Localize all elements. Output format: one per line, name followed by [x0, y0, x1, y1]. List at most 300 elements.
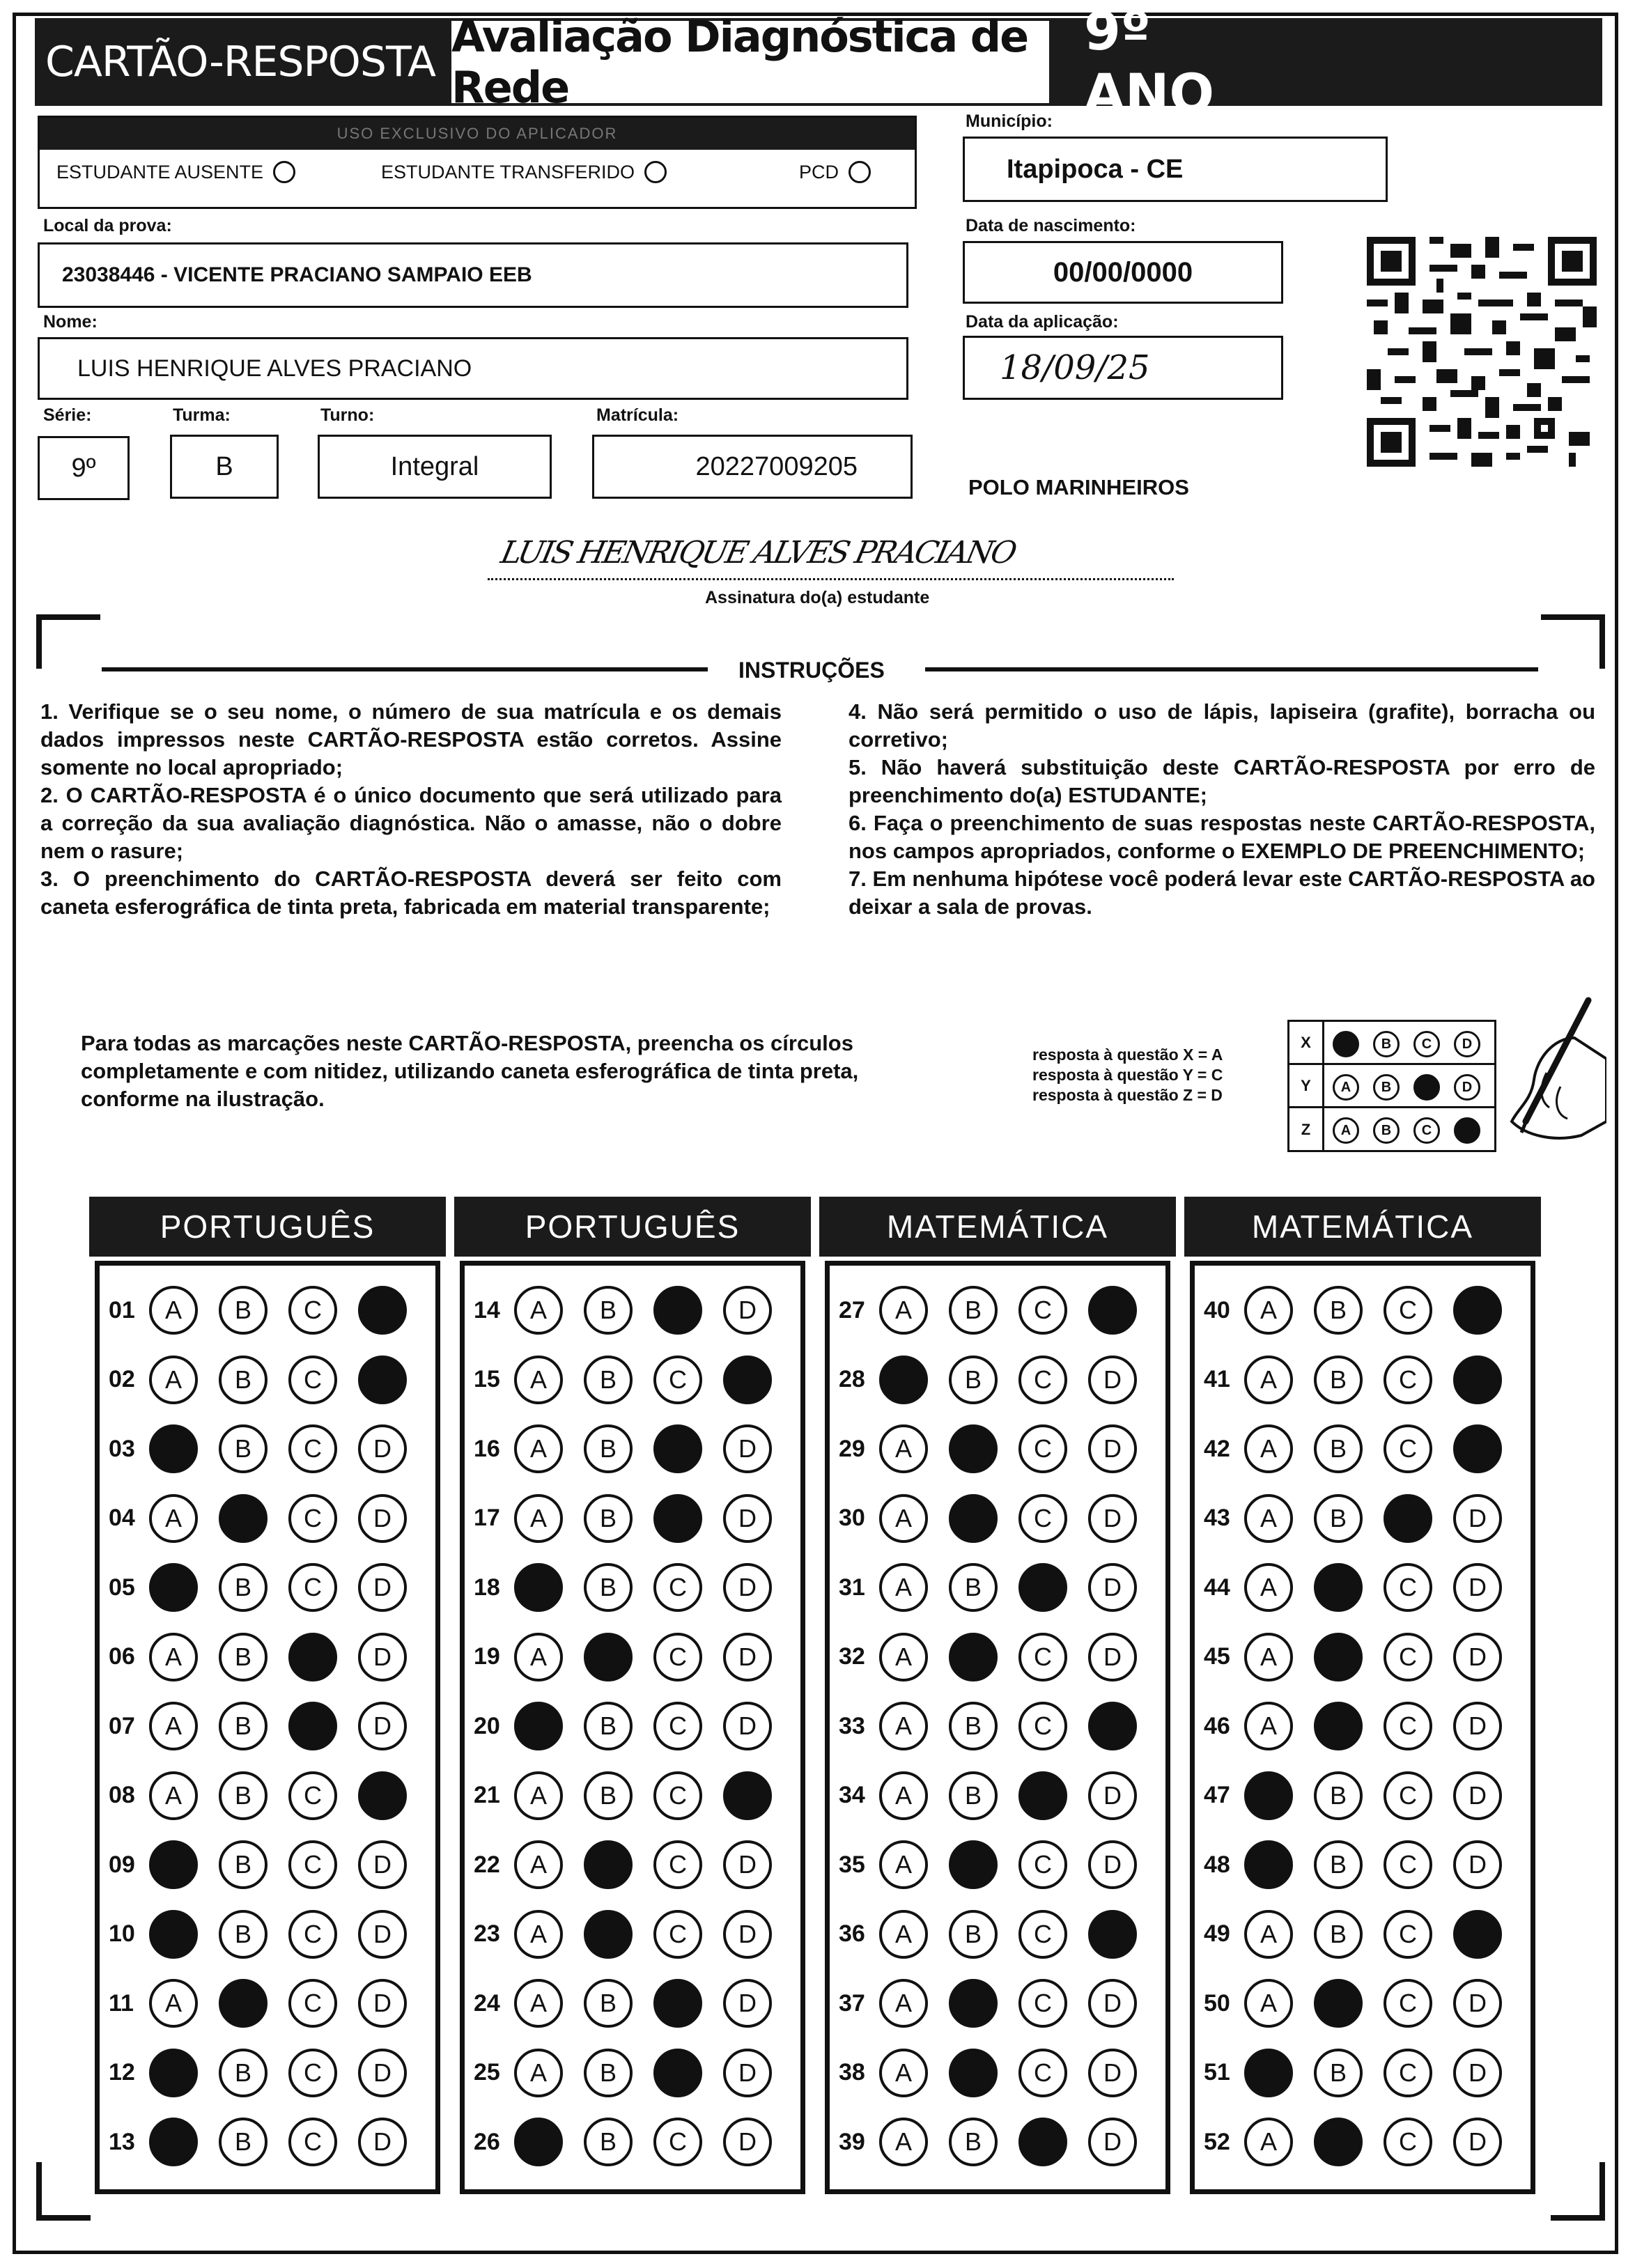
question-row [1204, 1972, 1523, 2035]
question-row [1204, 1695, 1523, 1757]
answer-bubble-b[interactable] [584, 1910, 633, 1959]
answer-bubble-d[interactable]: D [358, 1494, 407, 1543]
question-number: 06 [109, 1643, 135, 1670]
answer-bubble-a[interactable] [149, 1424, 198, 1473]
question-row [1204, 1903, 1523, 1966]
question-row [474, 1695, 793, 1757]
polo-label: POLO MARINHEIROS [968, 475, 1189, 499]
example-row [1289, 1022, 1494, 1065]
answer-bubble-b[interactable] [1314, 2118, 1363, 2166]
answer-bubble-d[interactable]: D [723, 1286, 772, 1335]
answer-bubble-d[interactable] [1453, 1910, 1502, 1959]
question-number: 01 [109, 1296, 135, 1323]
question-number: 25 [474, 2059, 500, 2086]
answer-bubble-a[interactable]: A [879, 1633, 928, 1681]
answer-bubble-d[interactable] [1088, 1702, 1137, 1750]
answer-bubble-b[interactable] [1314, 1633, 1363, 1681]
answer-bubble-a[interactable]: A [879, 1424, 928, 1473]
answer-bubble-b[interactable] [949, 1979, 998, 2028]
answer-bubble-b[interactable]: B [219, 1424, 268, 1473]
answer-bubble-a[interactable]: A [879, 1494, 928, 1543]
answer-bubble-c[interactable]: C [653, 2118, 702, 2166]
answer-bubble-b[interactable]: B [949, 1286, 998, 1335]
answer-bubble-c[interactable]: C [1018, 1840, 1067, 1889]
answer-bubble-b[interactable]: B [949, 1910, 998, 1959]
question-row [1204, 1279, 1523, 1342]
answer-bubble-c[interactable] [653, 1494, 702, 1543]
answer-bubble-c[interactable]: C [653, 1563, 702, 1612]
question-number: 44 [1204, 1574, 1230, 1601]
question-row [109, 1695, 428, 1757]
answer-bubble-b[interactable]: B [219, 1356, 268, 1404]
answer-bubble-c[interactable]: C [1384, 1356, 1432, 1404]
answer-bubble-a[interactable]: A [149, 1702, 198, 1750]
answer-bubble-c[interactable] [653, 1424, 702, 1473]
question-row [839, 1764, 1158, 1827]
answer-bubble-a[interactable] [149, 1840, 198, 1889]
answer-bubble-a[interactable]: A [149, 1286, 198, 1335]
answer-bubble-a[interactable] [514, 2118, 563, 2166]
answer-bubble-a[interactable]: A [514, 1840, 563, 1889]
question-row [839, 1556, 1158, 1619]
subject-header: MATEMÁTICA [819, 1197, 1176, 1257]
answer-bubble-d[interactable]: D [358, 1840, 407, 1889]
question-row [839, 1903, 1158, 1966]
answer-bubble-c[interactable]: C [288, 2118, 337, 2166]
answer-bubble-a[interactable] [149, 1563, 198, 1612]
answer-bubble-c[interactable]: C [1384, 1979, 1432, 2028]
answer-bubble-b[interactable]: B [949, 2118, 998, 2166]
answer-bubble-b[interactable] [219, 1494, 268, 1543]
answer-bubble-b[interactable] [219, 1979, 268, 2028]
answer-bubble-c[interactable] [653, 1979, 702, 2028]
answer-bubble-a[interactable]: A [879, 1910, 928, 1959]
example-bubble-b: B [1373, 1031, 1400, 1057]
answer-bubble-c[interactable]: C [653, 1910, 702, 1959]
answer-bubble-c[interactable]: C [1018, 1356, 1067, 1404]
answer-bubble-c[interactable]: C [288, 1494, 337, 1543]
question-row [839, 2042, 1158, 2104]
answer-bubble-d[interactable]: D [1088, 1771, 1137, 1820]
answer-bubble-b[interactable]: B [584, 1979, 633, 2028]
question-number: 33 [839, 1712, 865, 1739]
example-bubble-a: A [1333, 1117, 1359, 1144]
question-number: 13 [109, 2128, 135, 2155]
answer-bubble-b[interactable] [949, 1494, 998, 1543]
hand-pen-icon [1470, 996, 1606, 1160]
answer-bubble-b[interactable]: B [584, 1494, 633, 1543]
answer-bubble-c[interactable]: C [1018, 1494, 1067, 1543]
subject-header: MATEMÁTICA [1184, 1197, 1541, 1257]
pcd-option[interactable] [799, 161, 871, 183]
example-row-label: Y [1289, 1065, 1324, 1106]
question-row [1204, 1626, 1523, 1688]
answer-bubble-b[interactable]: B [219, 1840, 268, 1889]
answer-bubble-d[interactable]: D [1453, 2118, 1502, 2166]
answer-bubble-b[interactable] [949, 2049, 998, 2097]
grade-label: 9º ANO [1084, 0, 1215, 124]
answer-bubble-d[interactable]: D [723, 1702, 772, 1750]
answer-bubble-a[interactable]: A [1244, 1494, 1293, 1543]
answer-bubble-c[interactable]: C [1384, 1563, 1432, 1612]
pcd-checkbox[interactable] [849, 161, 871, 183]
question-number: 10 [109, 1920, 135, 1947]
question-row [109, 2042, 428, 2104]
question-number: 45 [1204, 1643, 1230, 1670]
answer-bubble-c[interactable]: C [1384, 1771, 1432, 1820]
question-number: 28 [839, 1366, 865, 1392]
answer-bubble-a[interactable]: A [879, 1286, 928, 1335]
answer-bubble-a[interactable]: A [1244, 1910, 1293, 1959]
answer-bubble-c[interactable]: C [288, 1563, 337, 1612]
question-row [109, 1972, 428, 2035]
nascimento-label: Data de nascimento: [966, 216, 1136, 235]
question-row [1204, 2111, 1523, 2173]
answer-bubble-a[interactable]: A [879, 1771, 928, 1820]
question-number: 26 [474, 2128, 500, 2155]
answer-bubble-d[interactable] [358, 1356, 407, 1404]
answer-bubble-c[interactable]: C [1018, 2049, 1067, 2097]
answer-bubble-d[interactable] [1453, 1356, 1502, 1404]
answer-bubble-a[interactable]: A [879, 1840, 928, 1889]
answer-bubble-b[interactable]: B [1314, 2049, 1363, 2097]
answer-bubble-d[interactable]: D [1088, 2049, 1137, 2097]
answer-bubble-b[interactable]: B [584, 1563, 633, 1612]
answer-bubble-b[interactable]: B [219, 1702, 268, 1750]
answer-bubble-a[interactable]: A [514, 1356, 563, 1404]
answer-bubble-a[interactable]: A [1244, 1979, 1293, 2028]
answer-bubble-d[interactable]: D [358, 1979, 407, 2028]
answer-bubble-d[interactable]: D [723, 1494, 772, 1543]
answer-bubble-c[interactable]: C [1384, 1424, 1432, 1473]
answer-bubble-a[interactable] [1244, 1771, 1293, 1820]
answer-bubble-d[interactable] [1088, 1910, 1137, 1959]
answer-bubble-a[interactable]: A [514, 2049, 563, 2097]
answer-bubble-b[interactable]: B [1314, 1910, 1363, 1959]
answer-bubble-c[interactable]: C [288, 1910, 337, 1959]
answer-bubble-d[interactable]: D [723, 1910, 772, 1959]
answer-bubble-d[interactable] [723, 1771, 772, 1820]
question-number: 20 [474, 1712, 500, 1739]
answer-bubble-a[interactable]: A [514, 1286, 563, 1335]
municipio-label: Município: [966, 111, 1053, 131]
question-number: 18 [474, 1574, 500, 1601]
answer-bubble-c[interactable]: C [1384, 1840, 1432, 1889]
example-legend [1032, 1045, 1223, 1105]
answer-bubble-a[interactable]: A [514, 1910, 563, 1959]
question-row [109, 1764, 428, 1827]
answer-bubble-c[interactable]: C [1018, 1286, 1067, 1335]
answer-bubble-c[interactable] [288, 1702, 337, 1750]
turno-label: Turno: [320, 405, 375, 425]
question-number: 03 [109, 1435, 135, 1462]
answer-bubble-c[interactable] [1018, 1771, 1067, 1820]
matricula-field [592, 435, 913, 499]
absent-checkbox[interactable] [273, 161, 295, 183]
absent-option[interactable] [56, 161, 295, 183]
example-bubble-a [1333, 1031, 1359, 1057]
example-bubble-a: A [1333, 1074, 1359, 1101]
answer-bubble-d[interactable]: D [1088, 1563, 1137, 1612]
question-number: 04 [109, 1505, 135, 1531]
question-number: 51 [1204, 2059, 1230, 2086]
answer-bubble-c[interactable]: C [288, 1424, 337, 1473]
question-row [109, 1833, 428, 1896]
answer-bubble-a[interactable] [514, 1702, 563, 1750]
question-number: 21 [474, 1782, 500, 1808]
question-row [109, 1487, 428, 1550]
question-number: 08 [109, 1782, 135, 1808]
answer-bubble-c[interactable]: C [1018, 1702, 1067, 1750]
answer-bubble-b[interactable] [949, 1840, 998, 1889]
answer-bubble-d[interactable]: D [723, 1563, 772, 1612]
nome-label: Nome: [43, 312, 98, 332]
answer-bubble-c[interactable] [1018, 2118, 1067, 2166]
answer-bubble-a[interactable]: A [514, 1979, 563, 2028]
example-text: Para todas as marcações neste CARTÃO-RESPOSTA, preencha os círculos completamente e com nitidez, utilizando caneta esferográfica de tinta preta, conforme na ilustração. [81, 1031, 859, 1111]
answer-bubble-b[interactable] [949, 1633, 998, 1681]
question-number: 23 [474, 1920, 500, 1947]
question-number: 02 [109, 1366, 135, 1392]
answer-bubble-b[interactable]: B [584, 1771, 633, 1820]
answer-bubble-d[interactable]: D [1453, 2049, 1502, 2097]
answer-bubble-a[interactable]: A [879, 1702, 928, 1750]
answer-bubble-a[interactable]: A [514, 1424, 563, 1473]
answer-bubble-b[interactable] [584, 1633, 633, 1681]
answer-bubble-a[interactable] [514, 1563, 563, 1612]
answer-bubble-d[interactable]: D [1088, 1840, 1137, 1889]
answer-bubble-b[interactable]: B [584, 2118, 633, 2166]
answer-bubble-a[interactable]: A [149, 1979, 198, 2028]
answer-bubble-a[interactable]: A [879, 1563, 928, 1612]
question-row [474, 1833, 793, 1896]
transferred-option[interactable] [381, 161, 667, 183]
question-number: 41 [1204, 1366, 1230, 1392]
answer-bubble-a[interactable]: A [149, 1494, 198, 1543]
answer-bubble-b[interactable]: B [219, 2118, 268, 2166]
answer-bubble-c[interactable]: C [653, 1702, 702, 1750]
serie-value: 9º [71, 453, 96, 483]
answer-bubble-b[interactable]: B [949, 1771, 998, 1820]
answer-bubble-a[interactable] [149, 1910, 198, 1959]
answer-bubble-d[interactable]: D [1453, 1702, 1502, 1750]
answer-bubble-d[interactable]: D [1453, 1840, 1502, 1889]
answer-bubble-b[interactable]: B [949, 1563, 998, 1612]
answer-bubble-b[interactable]: B [584, 1356, 633, 1404]
answer-bubble-b[interactable]: B [219, 1771, 268, 1820]
answer-bubble-b[interactable]: B [219, 1910, 268, 1959]
answer-bubble-c[interactable]: C [288, 1840, 337, 1889]
answer-bubble-c[interactable]: C [1384, 1910, 1432, 1959]
answer-bubble-c[interactable]: C [1384, 1702, 1432, 1750]
answer-bubble-a[interactable] [149, 2049, 198, 2097]
answer-bubble-c[interactable]: C [1384, 1633, 1432, 1681]
answer-bubble-d[interactable]: D [358, 2118, 407, 2166]
answer-bubble-c[interactable]: C [288, 1286, 337, 1335]
applicator-box [38, 116, 917, 209]
answer-bubble-d[interactable]: D [723, 1633, 772, 1681]
answer-bubble-a[interactable]: A [514, 1771, 563, 1820]
answer-bubble-b[interactable]: B [219, 1633, 268, 1681]
question-number: 19 [474, 1643, 500, 1670]
answer-bubble-b[interactable] [1314, 1563, 1363, 1612]
answer-bubble-d[interactable]: D [1088, 1633, 1137, 1681]
question-number: 47 [1204, 1782, 1230, 1808]
answer-bubble-d[interactable]: D [1088, 1494, 1137, 1543]
answer-bubble-b[interactable]: B [219, 2049, 268, 2097]
answer-bubble-a[interactable]: A [1244, 1563, 1293, 1612]
question-row [839, 1279, 1158, 1342]
answer-bubble-b[interactable]: B [1314, 1771, 1363, 1820]
turma-value: B [215, 451, 233, 481]
answer-bubble-a[interactable]: A [1244, 1633, 1293, 1681]
answer-bubble-c[interactable] [1384, 1494, 1432, 1543]
answer-bubble-d[interactable]: D [723, 1979, 772, 2028]
pcd-label: PCD [799, 161, 839, 182]
answer-bubble-b[interactable]: B [584, 1286, 633, 1335]
answer-bubble-c[interactable]: C [1018, 1633, 1067, 1681]
question-number: 29 [839, 1435, 865, 1462]
answer-bubble-c[interactable]: C [288, 2049, 337, 2097]
answer-bubble-b[interactable]: B [949, 1356, 998, 1404]
answer-bubble-b[interactable]: B [584, 2049, 633, 2097]
answer-bubble-b[interactable]: B [1314, 1356, 1363, 1404]
exam-title: Avaliação Diagnóstica de Rede [451, 21, 1049, 103]
answer-bubble-a[interactable] [1244, 1840, 1293, 1889]
answer-bubble-a[interactable]: A [514, 1494, 563, 1543]
answer-bubble-b[interactable]: B [219, 1286, 268, 1335]
answer-bubble-a[interactable]: A [149, 1356, 198, 1404]
answer-bubble-c[interactable] [288, 1633, 337, 1681]
answer-bubble-c[interactable]: C [1384, 2118, 1432, 2166]
answer-bubble-d[interactable]: D [1088, 2118, 1137, 2166]
question-row [839, 1349, 1158, 1411]
answer-bubble-b[interactable] [1314, 1702, 1363, 1750]
answer-bubble-d[interactable]: D [358, 1633, 407, 1681]
answer-bubble-d[interactable]: D [1453, 1979, 1502, 2028]
corner-top-left [36, 614, 100, 669]
transferred-checkbox[interactable] [644, 161, 667, 183]
answer-bubble-d[interactable]: D [1088, 1356, 1137, 1404]
answer-bubble-b[interactable]: B [584, 1702, 633, 1750]
answer-bubble-c[interactable]: C [1018, 1979, 1067, 2028]
answer-bubble-c[interactable] [653, 2049, 702, 2097]
answer-bubble-d[interactable]: D [723, 1840, 772, 1889]
answer-bubble-d[interactable]: D [358, 1702, 407, 1750]
transferred-label: ESTUDANTE TRANSFERIDO [381, 161, 635, 182]
answer-bubble-a[interactable] [1244, 2049, 1293, 2097]
answer-bubble-a[interactable]: A [149, 1633, 198, 1681]
answer-bubble-c[interactable]: C [653, 1771, 702, 1820]
answer-bubble-c[interactable]: C [1018, 1424, 1067, 1473]
example-bubble-b: B [1373, 1117, 1400, 1144]
corner-top-right [1541, 614, 1605, 669]
answer-bubble-c[interactable] [653, 1286, 702, 1335]
question-row [839, 1972, 1158, 2035]
answer-bubble-d[interactable]: D [1453, 1771, 1502, 1820]
answer-bubble-c[interactable]: C [288, 1979, 337, 2028]
answer-bubble-b[interactable]: B [1314, 1840, 1363, 1889]
answer-bubble-c[interactable] [1018, 1563, 1067, 1612]
answer-bubble-c[interactable]: C [288, 1771, 337, 1820]
example-bubble-c: C [1413, 1031, 1440, 1057]
answer-bubble-d[interactable]: D [1453, 1633, 1502, 1681]
answer-bubble-c[interactable]: C [1018, 1910, 1067, 1959]
answer-bubble-d[interactable]: D [1453, 1563, 1502, 1612]
answer-bubble-a[interactable]: A [879, 2049, 928, 2097]
answer-bubble-a[interactable]: A [1244, 1702, 1293, 1750]
answer-bubble-b[interactable] [949, 1424, 998, 1473]
answer-bubble-d[interactable] [358, 1771, 407, 1820]
answer-bubble-b[interactable]: B [949, 1702, 998, 1750]
answer-bubble-a[interactable]: A [879, 2118, 928, 2166]
question-row [109, 1556, 428, 1619]
instruction-7: 7. Em nenhuma hipótese você poderá levar este CARTÃO-RESPOSTA ao deixar a sala de provas. [849, 867, 1595, 919]
answer-bubble-a[interactable]: A [1244, 1424, 1293, 1473]
answer-bubble-d[interactable] [1453, 1424, 1502, 1473]
answer-bubble-a[interactable] [149, 2118, 198, 2166]
answer-bubble-b[interactable] [584, 1840, 633, 1889]
answer-bubble-d[interactable]: D [1088, 1424, 1137, 1473]
answer-bubble-b[interactable]: B [1314, 1494, 1363, 1543]
answer-bubble-d[interactable] [1453, 1286, 1502, 1335]
answer-bubble-c[interactable]: C [653, 1633, 702, 1681]
answer-bubble-c[interactable]: C [1384, 2049, 1432, 2097]
question-number: 46 [1204, 1712, 1230, 1739]
answer-bubble-a[interactable]: A [1244, 1356, 1293, 1404]
answer-bubble-d[interactable] [358, 1286, 407, 1335]
answer-bubble-c[interactable]: C [653, 1840, 702, 1889]
answer-bubble-b[interactable]: B [219, 1563, 268, 1612]
answer-bubble-a[interactable]: A [1244, 1286, 1293, 1335]
answer-bubble-a[interactable] [879, 1356, 928, 1404]
answer-bubble-a[interactable]: A [149, 1771, 198, 1820]
answer-bubble-b[interactable] [1314, 1979, 1363, 2028]
question-row [1204, 1487, 1523, 1550]
question-row [109, 1418, 428, 1480]
question-row [474, 1349, 793, 1411]
answer-bubble-a[interactable]: A [514, 1633, 563, 1681]
answer-bubble-d[interactable] [723, 1356, 772, 1404]
question-row [109, 2111, 428, 2173]
answer-bubble-b[interactable]: B [584, 1424, 633, 1473]
answer-bubble-d[interactable]: D [723, 2049, 772, 2097]
question-row [839, 1695, 1158, 1757]
answer-bubble-d[interactable]: D [358, 1424, 407, 1473]
answer-bubble-c[interactable]: C [288, 1356, 337, 1404]
answer-bubble-d[interactable]: D [723, 1424, 772, 1473]
answer-bubble-d[interactable]: D [1088, 1979, 1137, 2028]
answer-bubble-b[interactable]: B [1314, 1286, 1363, 1335]
answer-bubble-a[interactable]: A [879, 1979, 928, 2028]
answer-bubble-c[interactable]: C [653, 1356, 702, 1404]
question-number: 17 [474, 1505, 500, 1531]
card-title: CARTÃO-RESPOSTA [45, 38, 435, 86]
question-row [1204, 2042, 1523, 2104]
answer-bubble-d[interactable]: D [1453, 1494, 1502, 1543]
answer-bubble-b[interactable]: B [1314, 1424, 1363, 1473]
answer-bubble-c[interactable]: C [1384, 1286, 1432, 1335]
answer-bubble-d[interactable]: D [358, 1563, 407, 1612]
question-number: 39 [839, 2128, 865, 2155]
example-bubble-c: C [1413, 1117, 1440, 1144]
answer-bubble-a[interactable]: A [1244, 2118, 1293, 2166]
answer-bubble-d[interactable] [1088, 1286, 1137, 1335]
answer-bubble-d[interactable]: D [723, 2118, 772, 2166]
answer-bubble-d[interactable]: D [358, 1910, 407, 1959]
question-row [474, 1764, 793, 1827]
answer-bubble-d[interactable]: D [358, 2049, 407, 2097]
